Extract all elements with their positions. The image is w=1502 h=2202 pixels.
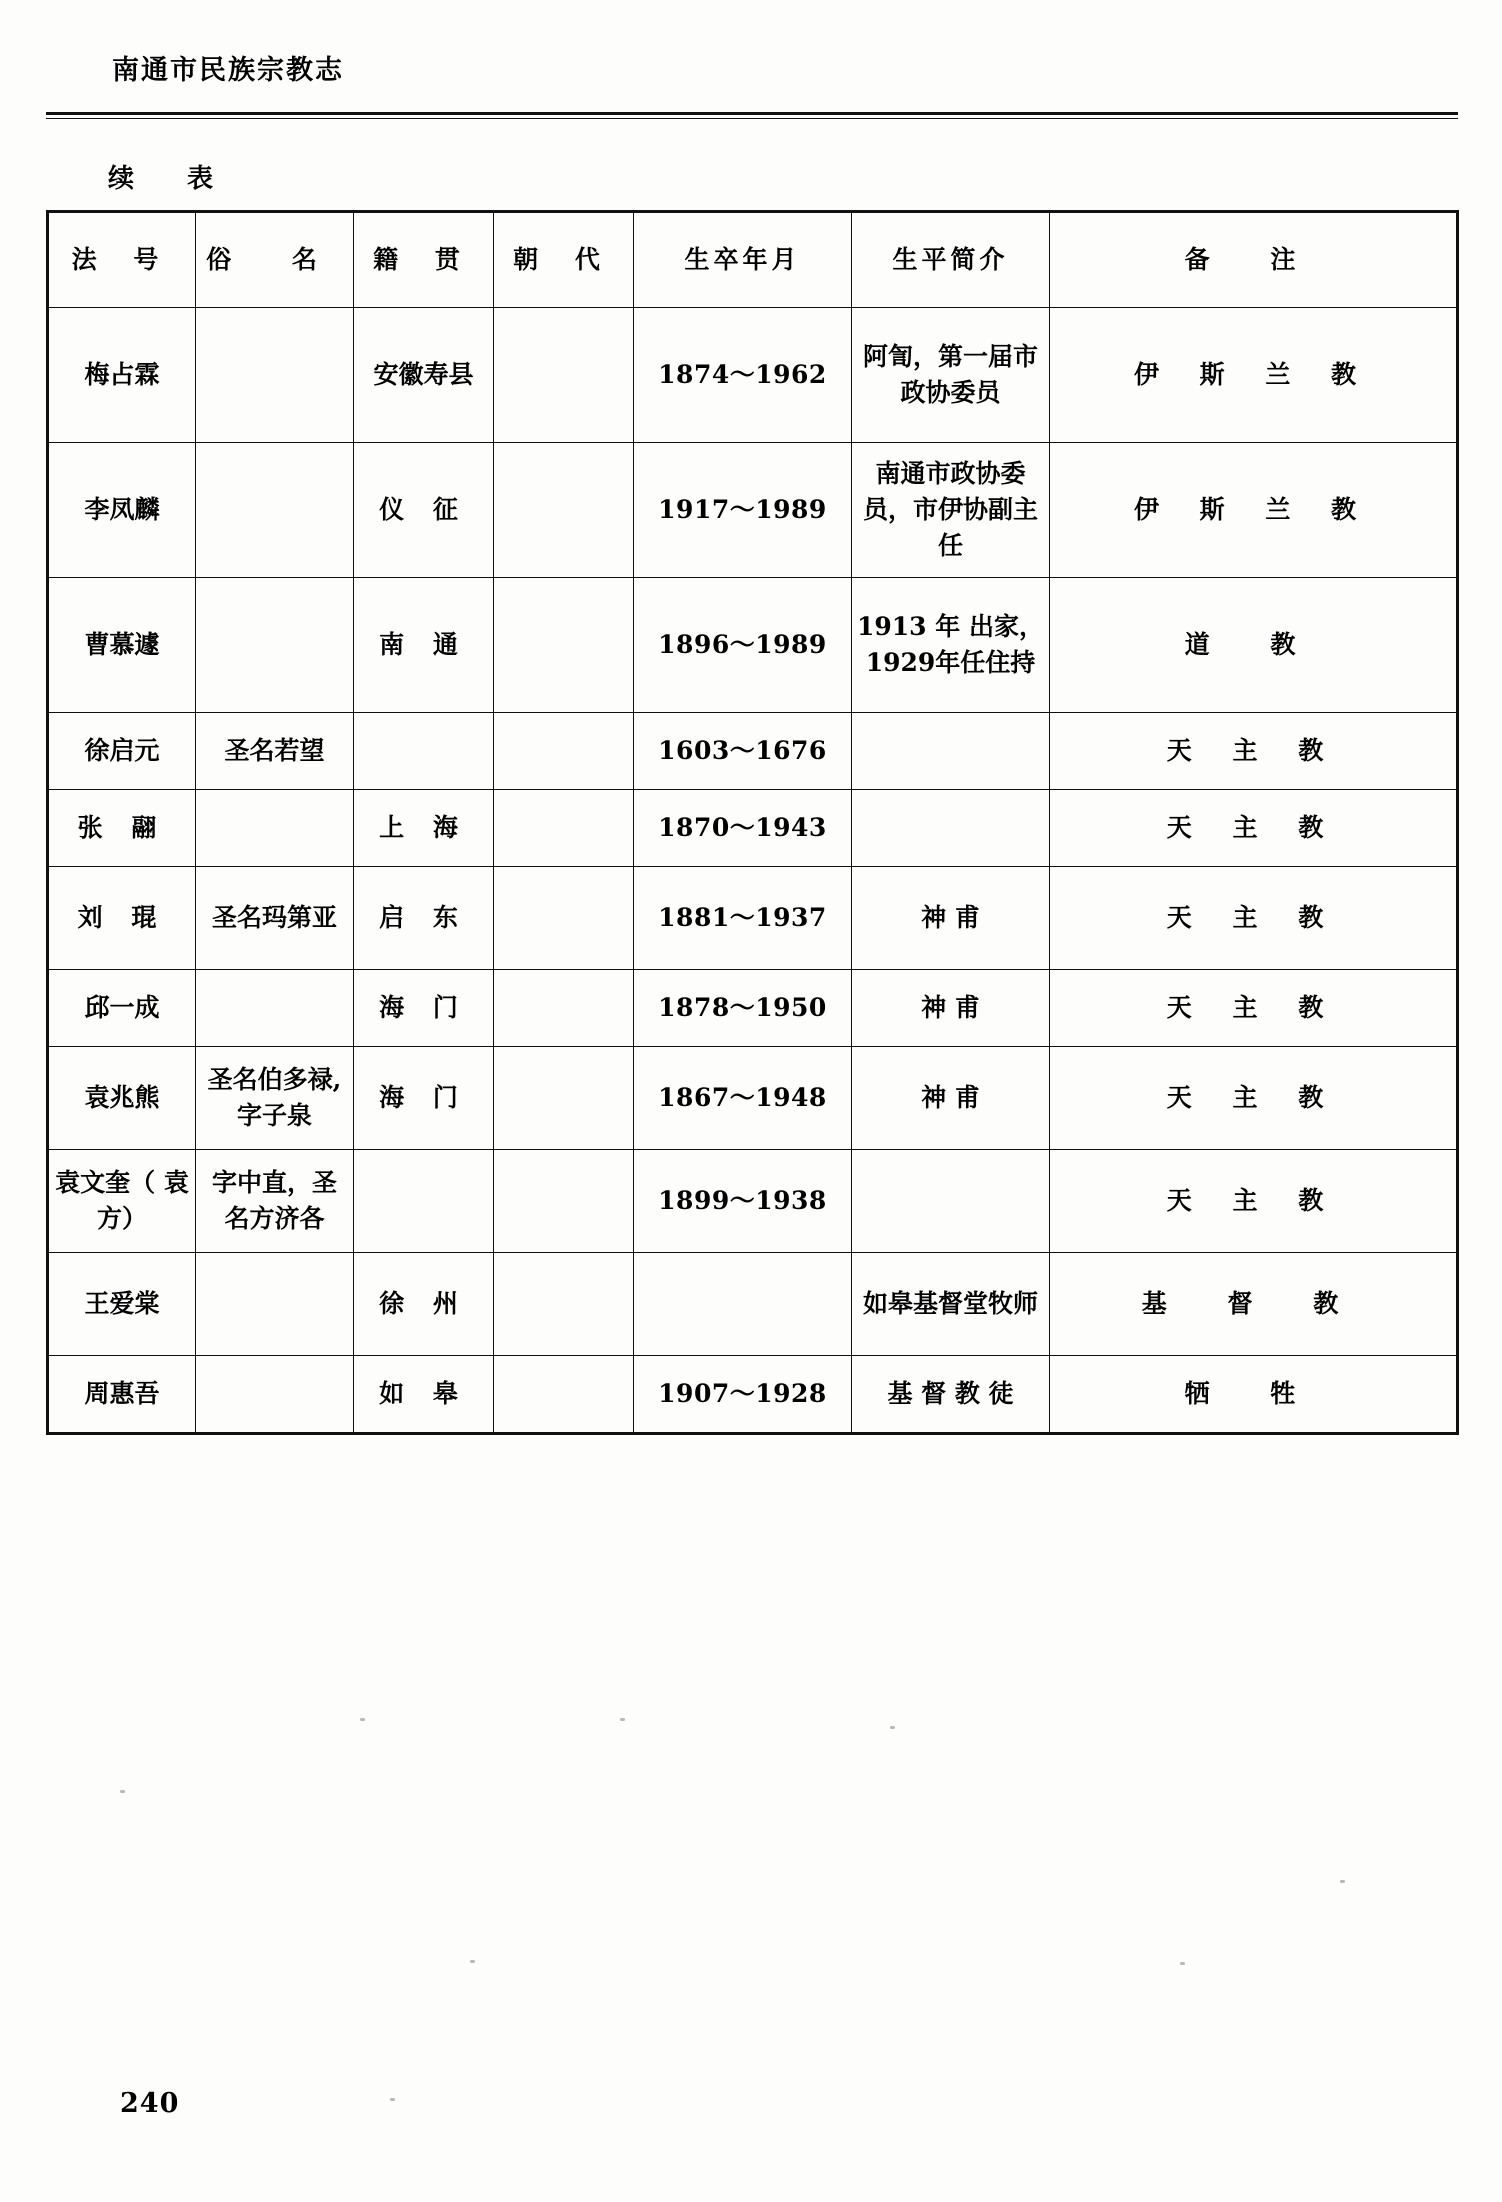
scan-speck — [120, 1790, 125, 1793]
cell-native-place: 徐 州 — [354, 1253, 494, 1356]
cell-remark: 天 主 教 — [1050, 1150, 1458, 1253]
col-remark: 备 注 — [1050, 212, 1458, 308]
cell-biography: 1913 年 出家，1929年任住持 — [852, 578, 1050, 713]
cell-native-place: 安徽寿县 — [354, 308, 494, 443]
cell-secular-name — [196, 790, 354, 867]
cell-native-place: 仪 征 — [354, 443, 494, 578]
table-row — [48, 867, 1458, 970]
cell-life-dates: 1874～1962 — [634, 308, 852, 443]
register-table-wrapper — [46, 210, 1456, 1435]
cell-native-place: 南 通 — [354, 578, 494, 713]
scan-speck — [470, 1960, 475, 1963]
cell-remark: 天 主 教 — [1050, 790, 1458, 867]
cell-secular-name — [196, 578, 354, 713]
table-row — [48, 443, 1458, 578]
cell-biography: 基 督 教 徒 — [852, 1356, 1050, 1434]
col-dharma-name: 法 号 — [48, 212, 196, 308]
cell-dynasty — [494, 1253, 634, 1356]
page-number: 240 — [120, 2088, 180, 2119]
cell-secular-name: 圣名伯多禄,字子泉 — [196, 1047, 354, 1150]
cell-secular-name — [196, 443, 354, 578]
table-row — [48, 308, 1458, 443]
col-life-dates: 生卒年月 — [634, 212, 852, 308]
cell-remark: 牺 牲 — [1050, 1356, 1458, 1434]
cell-dharma-name: 王爱棠 — [48, 1253, 196, 1356]
cell-life-dates: 1896～1989 — [634, 578, 852, 713]
cell-secular-name — [196, 1356, 354, 1434]
cell-life-dates: 1603～1676 — [634, 713, 852, 790]
cell-life-dates: 1907～1928 — [634, 1356, 852, 1434]
header-divider — [46, 112, 1458, 119]
cell-remark: 伊 斯 兰 教 — [1050, 308, 1458, 443]
cell-native-place: 如 皋 — [354, 1356, 494, 1434]
cell-dynasty — [494, 308, 634, 443]
table-header-row — [48, 212, 1458, 308]
cell-secular-name: 圣名若望 — [196, 713, 354, 790]
cell-dharma-name: 曹慕遽 — [48, 578, 196, 713]
cell-remark: 道 教 — [1050, 578, 1458, 713]
col-secular-name: 俗 名 — [196, 212, 354, 308]
cell-remark: 天 主 教 — [1050, 1047, 1458, 1150]
table-row — [48, 578, 1458, 713]
cell-dharma-name: 袁兆熊 — [48, 1047, 196, 1150]
scan-speck — [1340, 1880, 1345, 1883]
cell-dynasty — [494, 970, 634, 1047]
cell-biography: 阿訇，第一届市政协委员 — [852, 308, 1050, 443]
cell-remark: 天 主 教 — [1050, 970, 1458, 1047]
continued-table-label: 续 表 — [108, 164, 236, 194]
cell-biography: 神 甫 — [852, 970, 1050, 1047]
cell-native-place — [354, 713, 494, 790]
table-row — [48, 1047, 1458, 1150]
col-dynasty: 朝 代 — [494, 212, 634, 308]
cell-life-dates: 1917～1989 — [634, 443, 852, 578]
cell-dharma-name: 刘 琨 — [48, 867, 196, 970]
cell-dharma-name: 周惠吾 — [48, 1356, 196, 1434]
cell-remark: 天 主 教 — [1050, 867, 1458, 970]
cell-remark: 伊 斯 兰 教 — [1050, 443, 1458, 578]
col-native-place: 籍 贯 — [354, 212, 494, 308]
cell-secular-name — [196, 1253, 354, 1356]
cell-dynasty — [494, 1150, 634, 1253]
cell-dharma-name: 邱一成 — [48, 970, 196, 1047]
cell-secular-name — [196, 970, 354, 1047]
scan-speck — [1180, 1962, 1185, 1965]
cell-biography — [852, 713, 1050, 790]
cell-dynasty — [494, 443, 634, 578]
cell-biography: 神 甫 — [852, 1047, 1050, 1150]
cell-life-dates: 1881～1937 — [634, 867, 852, 970]
cell-biography — [852, 790, 1050, 867]
table-row — [48, 790, 1458, 867]
cell-remark: 天 主 教 — [1050, 713, 1458, 790]
cell-native-place — [354, 1150, 494, 1253]
cell-dynasty — [494, 578, 634, 713]
cell-secular-name — [196, 308, 354, 443]
cell-life-dates: 1899～1938 — [634, 1150, 852, 1253]
table-row — [48, 713, 1458, 790]
cell-biography: 如皋基督堂牧师 — [852, 1253, 1050, 1356]
cell-biography — [852, 1150, 1050, 1253]
cell-dynasty — [494, 713, 634, 790]
table-row — [48, 1356, 1458, 1434]
cell-life-dates: 1870～1943 — [634, 790, 852, 867]
scan-speck — [360, 1718, 365, 1721]
register-table — [46, 210, 1459, 1435]
cell-native-place: 上 海 — [354, 790, 494, 867]
cell-remark: 基 督 教 — [1050, 1253, 1458, 1356]
cell-native-place: 海 门 — [354, 970, 494, 1047]
cell-native-place: 启 东 — [354, 867, 494, 970]
cell-biography: 南通市政协委员，市伊协副主任 — [852, 443, 1050, 578]
scan-speck — [390, 2098, 395, 2101]
cell-secular-name: 字中直，圣名方济各 — [196, 1150, 354, 1253]
table-row — [48, 970, 1458, 1047]
cell-dynasty — [494, 1047, 634, 1150]
cell-dynasty — [494, 1356, 634, 1434]
cell-life-dates: 1867～1948 — [634, 1047, 852, 1150]
cell-life-dates — [634, 1253, 852, 1356]
cell-biography: 神 甫 — [852, 867, 1050, 970]
cell-native-place: 海 门 — [354, 1047, 494, 1150]
cell-secular-name: 圣名玛第亚 — [196, 867, 354, 970]
table-row — [48, 1253, 1458, 1356]
scan-speck — [890, 1726, 895, 1729]
cell-dharma-name: 李凤麟 — [48, 443, 196, 578]
cell-dynasty — [494, 867, 634, 970]
cell-dharma-name: 张 翮 — [48, 790, 196, 867]
cell-dharma-name: 徐启元 — [48, 713, 196, 790]
scan-speck — [620, 1718, 625, 1721]
table-row — [48, 1150, 1458, 1253]
cell-life-dates: 1878～1950 — [634, 970, 852, 1047]
cell-dharma-name: 袁文奎（ 袁方） — [48, 1150, 196, 1253]
cell-dharma-name: 梅占霖 — [48, 308, 196, 443]
running-head: 南通市民族宗教志 — [112, 55, 344, 86]
cell-dynasty — [494, 790, 634, 867]
col-biography: 生平简介 — [852, 212, 1050, 308]
